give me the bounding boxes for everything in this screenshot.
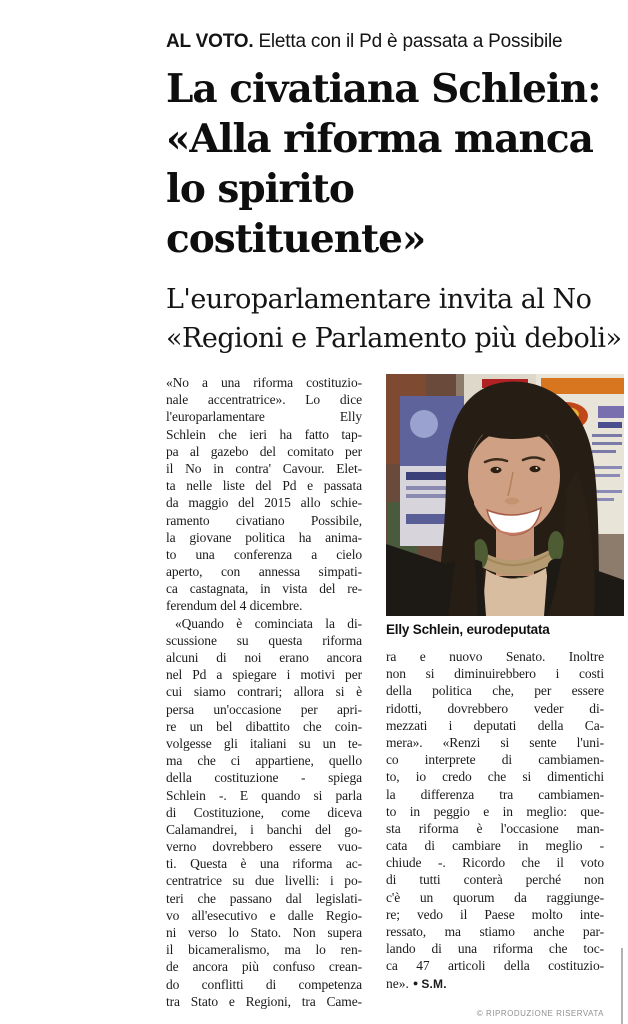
text-line: della politica che, per essere: [386, 683, 604, 699]
text-line: nel Pd a spiegare i motivi per: [166, 667, 362, 683]
column-divider-rule: [621, 948, 623, 1024]
text-line: da maggio del 2015 allo schie-: [166, 495, 362, 511]
text-line: «Alla riforma manca: [166, 116, 593, 162]
text-line: ca 47 articoli della costituzio-: [386, 958, 604, 974]
text-line: ramento civatiano Possibile,: [166, 512, 362, 528]
text-line: ressato, ma stiamo anche par-: [386, 924, 604, 939]
text-line: l'europarlamentare Elly: [166, 409, 362, 425]
text-line: ridotti, dovrebbero veder di-: [386, 700, 604, 716]
text-line: L'europarlamentare invita al No: [166, 284, 592, 315]
text-line: ti. Questa è una riforma ac-: [166, 856, 362, 872]
text-line: pa al gazebo del comitato per: [166, 443, 362, 459]
body-columns: [166, 374, 624, 1018]
text-line: re un bel dibattito che coin-: [166, 718, 362, 734]
eye-left: [491, 467, 502, 473]
text-line: «Regioni e Parlamento più deboli»: [166, 323, 622, 354]
article: [166, 30, 624, 1018]
text-line: sta riforma è l'occasione man-: [386, 820, 604, 836]
bullet-icon: ●: [412, 978, 419, 989]
text-line: il No in contra' Cavour. Elet-: [166, 460, 362, 476]
text-line: do conflitti di competenza: [166, 976, 362, 992]
text-line: verno dovrebbero essere vuo-: [166, 839, 362, 855]
photo-caption: Elly Schlein, eurodeputata: [386, 622, 550, 637]
copyright-notice: © RIPRODUZIONE RISERVATA: [476, 1008, 604, 1018]
text-line: vo all'esecutivo e dalle Regio-: [166, 907, 362, 923]
text-line: di Costituzione, come diceva: [166, 804, 362, 820]
text-line: «Quando è cominciata la di-: [175, 615, 362, 631]
text-line: cui siamo contrari; allora si è: [166, 684, 362, 700]
text-line: cata di cambiare in meglio -: [386, 838, 604, 854]
text-line: centratrice su due livelli: i po-: [166, 873, 362, 889]
text-line: «No a una riforma costituzio-: [166, 375, 362, 390]
text-line: mezzati i deputati della Ca-: [386, 717, 604, 733]
text-line: tra Stato e Regioni, tra Came-: [166, 993, 362, 1009]
text-line: lando di una riforma che toc-: [386, 941, 604, 957]
signature-line: [386, 975, 604, 993]
text-line: Calamandrei, i banchi del go-: [166, 821, 362, 837]
text-line: ni verso lo Stato. Non supera: [166, 925, 362, 940]
text-line: di tutti conterà perché non: [386, 872, 604, 888]
text-line: mera». «Renzi si sente l'uni-: [386, 734, 604, 750]
kicker-text: Eletta con il Pd è passata a Possibile: [258, 31, 563, 52]
portrait-illustration: [386, 374, 624, 616]
text-line: de ancora più confuso crean-: [166, 959, 362, 975]
text-line: Schlein che ieri ha fatto tap-: [166, 426, 362, 442]
author-initials: S.M.: [421, 976, 447, 991]
text-line: ferendum del 4 dicembre.: [166, 598, 303, 614]
text-line: Schlein -. E quando si parla: [166, 787, 362, 803]
text-line: co interprete di cambiamen-: [386, 752, 604, 768]
text-line: nale accentratrice». Lo dice: [166, 392, 362, 408]
text-line: lo spirito costituente»: [166, 166, 426, 262]
text-line: ta nelle liste del Pd e passata: [166, 478, 362, 494]
text-line: La civatiana Schlein:: [166, 66, 601, 112]
text-line: re; vedo il Paese molto inte-: [386, 906, 604, 922]
kicker-tag: AL VOTO.: [166, 31, 254, 52]
text-line: ca castagnata, in vista del re-: [166, 581, 362, 597]
text-line: to, io credo che si dimentichi: [386, 769, 604, 785]
text-line: to in peggio e in meglio: que-: [386, 803, 604, 819]
text-line: il bicameralismo, ma lo ren-: [166, 942, 362, 958]
text-line: ra e nuovo Senato. Inoltre: [386, 649, 604, 664]
text-line: la differenza tra cambiamen-: [386, 786, 604, 802]
text-line: aperto, con annessa simpati-: [166, 564, 362, 580]
text-line: teri che passano dal legislati-: [166, 890, 362, 906]
text-line: della costituzione - spiega: [166, 770, 362, 786]
eye-right: [530, 466, 541, 472]
text-line: ma che ci appartiene, quello: [166, 753, 362, 769]
text-line: chiude -. Ricordo che il voto: [386, 855, 604, 871]
headline: [166, 64, 624, 264]
subhead: [166, 280, 624, 358]
text-line: volgesse gli italiani su un te-: [166, 735, 362, 751]
text-line: c'è un quorum da raggiunge-: [386, 889, 604, 905]
text-line: alcuni di noi erano ancora: [166, 650, 362, 665]
kicker: [166, 30, 624, 54]
body-column-right: [386, 374, 624, 1018]
article-photo: [386, 374, 624, 639]
body-column-left: [166, 374, 362, 1018]
text-line: to una conferenza a cielo: [166, 546, 362, 562]
body-text-right: [386, 648, 604, 975]
text-line: non si diminuirebbero i costi: [386, 666, 604, 682]
text-line: la giovane politica ha anima-: [166, 529, 362, 545]
text-line: scussione su questa riforma: [166, 632, 362, 648]
text-line: persa un'occasione per apri-: [166, 701, 362, 717]
signature-prefix: ne».: [386, 975, 409, 991]
